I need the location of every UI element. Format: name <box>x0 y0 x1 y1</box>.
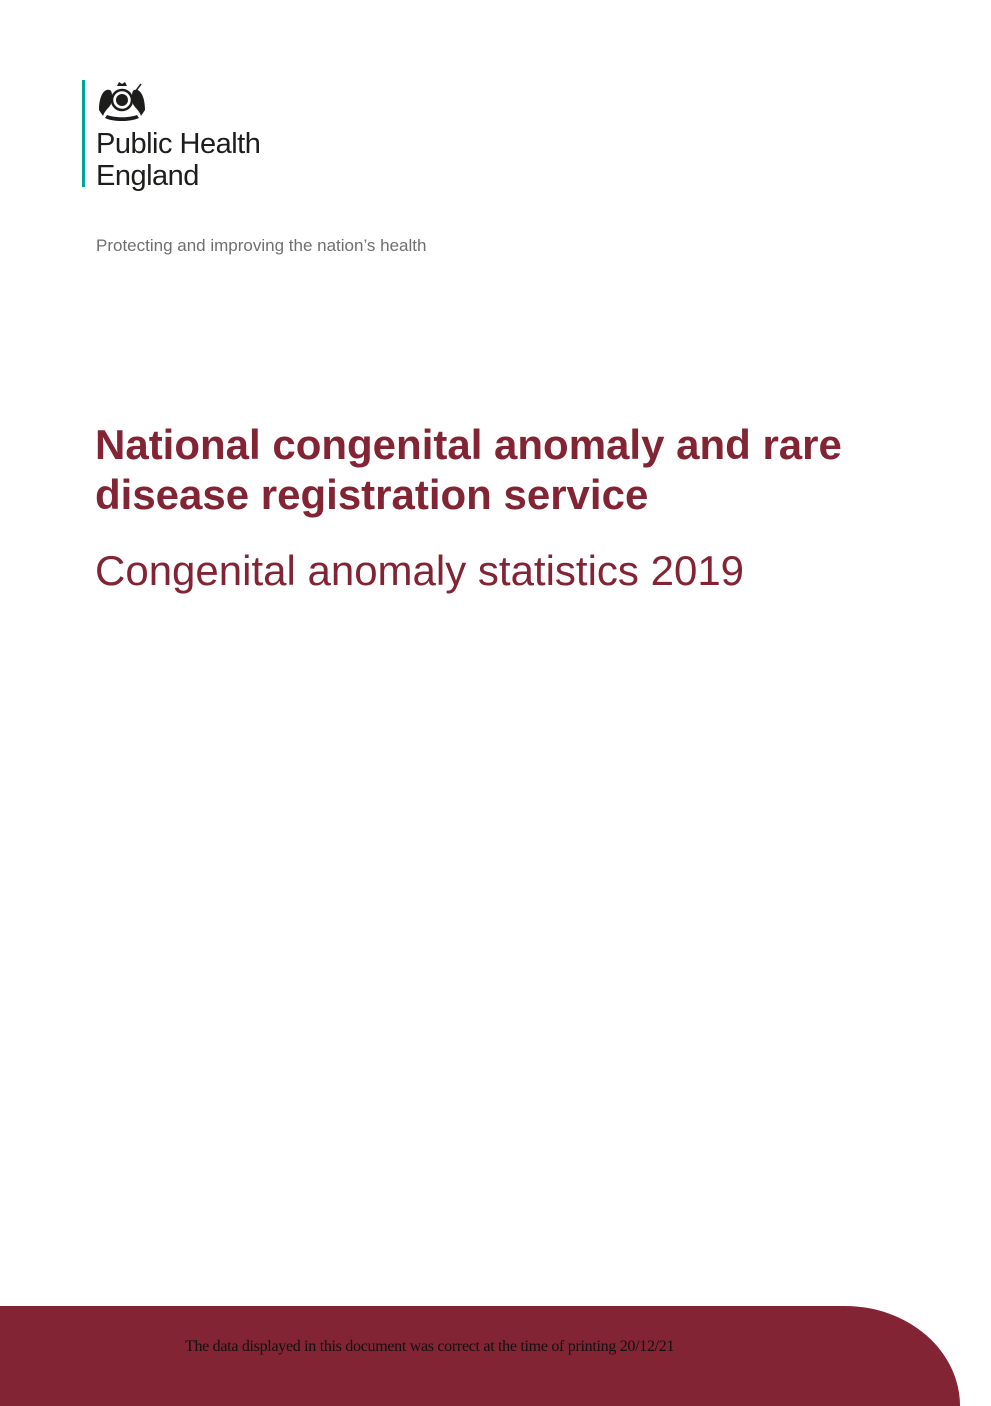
org-name-line1: Public Health <box>96 128 261 160</box>
footer-note: The data displayed in this document was correct at the time of printing 20/12/21 <box>185 1338 675 1355</box>
footer-band <box>0 1306 960 1406</box>
organisation-name <box>96 128 260 192</box>
logo-accent-bar <box>82 80 85 187</box>
tagline: Protecting and improving the nation’s health <box>96 236 427 255</box>
document-subtitle: Congenital anomaly statistics 2019 <box>95 547 745 594</box>
document-title: National congenital anomaly and rare disease registration service <box>95 421 842 518</box>
org-name-line2: England <box>96 160 199 192</box>
royal-coat-of-arms-icon <box>95 80 149 124</box>
